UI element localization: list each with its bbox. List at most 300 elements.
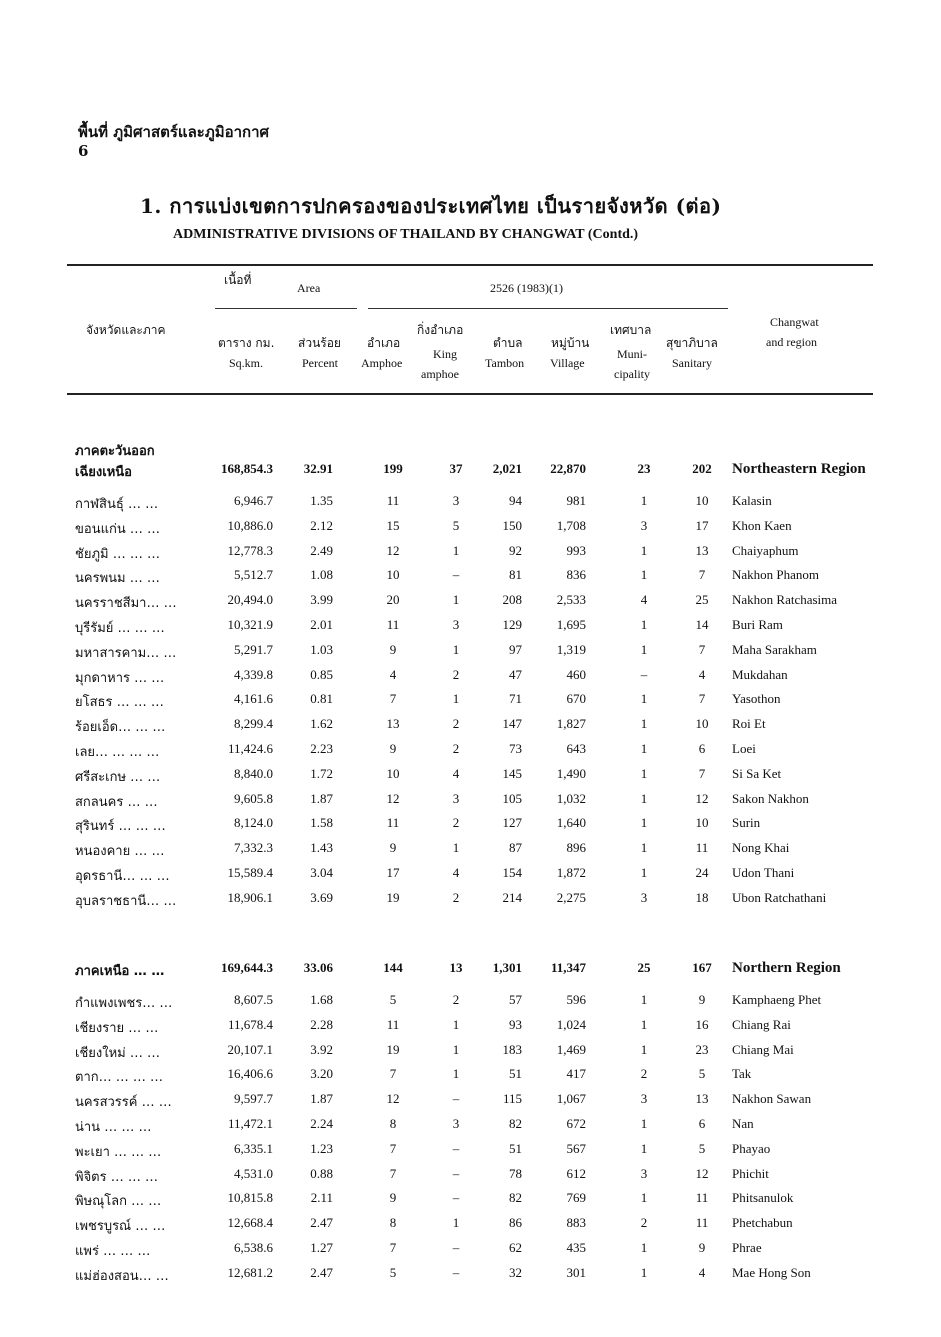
king-amphoe-cell: 2 — [452, 815, 460, 830]
region-title-line1: ภาคตะวันออก — [75, 444, 155, 459]
changwat-english: Surin — [732, 815, 761, 830]
changwat-thai: น่าน … … … — [75, 1120, 152, 1135]
amphoe-cell: 8 — [389, 1215, 397, 1230]
area-cell: 8,124.0 — [234, 815, 273, 830]
header-sanitary-th: สุขาภิบาล — [666, 336, 718, 350]
area-cell: 15,589.4 — [227, 865, 273, 880]
amphoe-cell: 4 — [389, 667, 397, 682]
king-amphoe-cell: 1 — [452, 1215, 460, 1230]
header-tambon-th: ตำบล — [493, 336, 523, 350]
percent-cell: 1.08 — [310, 567, 333, 582]
table-row — [0, 567, 941, 587]
municipality-cell: 2 — [640, 1066, 648, 1081]
village-cell: 769 — [566, 1190, 586, 1205]
amphoe-cell: 13 — [386, 716, 400, 731]
changwat-thai: ขอนแก่น … … — [75, 522, 160, 537]
village-cell: 1,640 — [556, 815, 586, 830]
changwat-thai: ยโสธร … … … — [75, 695, 164, 710]
table-row — [0, 1116, 941, 1136]
sanitary-cell: 11 — [695, 840, 709, 855]
area-cell: 20,107.1 — [227, 1042, 273, 1057]
tambon-cell: 92 — [509, 543, 522, 558]
village-cell: 612 — [566, 1166, 586, 1181]
sanitary-cell: 11 — [695, 1215, 709, 1230]
king-amphoe-cell: 1 — [452, 592, 460, 607]
king-amphoe-cell: 4 — [452, 766, 460, 781]
village-cell: 22,870 — [550, 461, 586, 476]
tambon-cell: 105 — [502, 791, 522, 806]
area-cell: 16,406.6 — [227, 1066, 273, 1081]
king-amphoe-cell: 1 — [452, 1066, 460, 1081]
municipality-cell: 1 — [640, 1017, 648, 1032]
king-amphoe-cell: 2 — [452, 890, 460, 905]
header-sqkm-th: ตาราง กม. — [218, 336, 275, 350]
tambon-cell: 32 — [509, 1265, 522, 1280]
header-area-en: Area — [297, 281, 321, 295]
sanitary-cell: 17 — [695, 518, 709, 533]
changwat-english: Loei — [732, 741, 756, 756]
area-cell: 6,335.1 — [234, 1141, 273, 1156]
king-amphoe-cell: 13 — [449, 960, 463, 975]
amphoe-cell: 17 — [386, 865, 400, 880]
tambon-cell: 214 — [502, 890, 522, 905]
percent-cell: 3.99 — [310, 592, 333, 607]
king-amphoe-cell: – — [452, 1166, 460, 1181]
sanitary-cell: 11 — [695, 1190, 709, 1205]
king-amphoe-cell: 2 — [452, 667, 460, 682]
amphoe-cell: 12 — [386, 1091, 400, 1106]
sanitary-cell: 12 — [695, 1166, 709, 1181]
changwat-english: Chaiyaphum — [732, 543, 799, 558]
sanitary-cell: 167 — [692, 960, 712, 975]
municipality-cell: 1 — [640, 1265, 648, 1280]
tambon-cell: 150 — [502, 518, 522, 533]
tambon-cell: 71 — [509, 691, 522, 706]
percent-cell: 2.11 — [310, 1190, 333, 1205]
header-pct-en: Percent — [302, 356, 338, 370]
sanitary-cell: 16 — [695, 1017, 709, 1032]
sanitary-cell: 12 — [695, 791, 709, 806]
amphoe-cell: 9 — [389, 741, 397, 756]
percent-cell: 2.12 — [310, 518, 333, 533]
sanitary-cell: 5 — [698, 1066, 706, 1081]
municipality-cell: 1 — [640, 1190, 648, 1205]
village-cell: 1,827 — [556, 716, 586, 731]
area-cell: 10,321.9 — [227, 617, 273, 632]
changwat-thai: นครราชสีมา… … — [75, 596, 177, 611]
header-muni-en2: cipality — [614, 367, 650, 381]
village-cell: 1,708 — [556, 518, 586, 533]
municipality-cell: 1 — [640, 1042, 648, 1057]
municipality-cell: 1 — [640, 617, 648, 632]
king-amphoe-cell: – — [452, 1190, 460, 1205]
changwat-thai: สุรินทร์ … … … — [75, 819, 166, 834]
area-cell: 4,161.6 — [234, 691, 273, 706]
village-cell: 1,490 — [556, 766, 586, 781]
section-header: พื้นที่ ภูมิศาสตร์และภูมิอากาศ — [78, 123, 270, 141]
tambon-cell: 87 — [509, 840, 522, 855]
tambon-cell: 82 — [509, 1116, 522, 1131]
area-cell: 169,644.3 — [221, 960, 273, 975]
area-cell: 9,605.8 — [234, 791, 273, 806]
municipality-cell: 1 — [640, 766, 648, 781]
king-amphoe-cell: – — [452, 567, 460, 582]
changwat-english: Si Sa Ket — [732, 766, 782, 781]
changwat-english: Nakhon Sawan — [732, 1091, 812, 1106]
table-row — [0, 1042, 941, 1062]
changwat-english: Nakhon Ratchasima — [732, 592, 838, 607]
percent-cell: 1.72 — [310, 766, 333, 781]
sanitary-cell: 4 — [698, 1265, 706, 1280]
village-cell: 1,319 — [556, 642, 586, 657]
table-row — [0, 1166, 941, 1186]
amphoe-cell: 12 — [386, 543, 400, 558]
village-cell: 1,032 — [556, 791, 586, 806]
area-cell: 11,424.6 — [227, 741, 273, 756]
area-cell: 9,597.7 — [234, 1091, 273, 1106]
changwat-english: Phichit — [732, 1166, 769, 1181]
municipality-cell: 1 — [640, 865, 648, 880]
percent-cell: 1.87 — [310, 791, 333, 806]
table-row — [0, 815, 941, 835]
changwat-thai: เชียงราย … … — [75, 1021, 159, 1036]
king-amphoe-cell: 3 — [452, 493, 460, 508]
table-row — [0, 741, 941, 761]
municipality-cell: 4 — [640, 592, 648, 607]
tambon-cell: 208 — [502, 592, 522, 607]
amphoe-cell: 11 — [386, 617, 400, 632]
table-row — [0, 890, 941, 910]
village-cell: 2,533 — [556, 592, 586, 607]
percent-cell: 2.23 — [310, 741, 333, 756]
sanitary-cell: 9 — [698, 1240, 706, 1255]
municipality-cell: – — [640, 667, 648, 682]
village-cell: 896 — [566, 840, 586, 855]
tambon-cell: 94 — [509, 493, 522, 508]
table-row — [0, 840, 941, 860]
changwat-english: Buri Ram — [732, 617, 783, 632]
percent-cell: 2.01 — [310, 617, 333, 632]
percent-cell: 3.69 — [310, 890, 333, 905]
amphoe-cell: 7 — [389, 1141, 397, 1156]
amphoe-cell: 7 — [389, 1166, 397, 1181]
area-cell: 20,494.0 — [227, 592, 273, 607]
changwat-english: Nan — [732, 1116, 754, 1131]
changwat-english: Kamphaeng Phet — [732, 992, 822, 1007]
table-row — [0, 543, 941, 563]
village-cell: 643 — [566, 741, 586, 756]
area-cell: 11,472.1 — [227, 1116, 273, 1131]
amphoe-cell: 8 — [389, 1116, 397, 1131]
percent-cell: 1.03 — [310, 642, 333, 657]
village-cell: 11,347 — [550, 960, 586, 975]
municipality-cell: 1 — [640, 1116, 648, 1131]
king-amphoe-cell: 5 — [452, 518, 460, 533]
tambon-cell: 127 — [502, 815, 522, 830]
changwat-english: Roi Et — [732, 716, 766, 731]
sanitary-cell: 5 — [698, 1141, 706, 1156]
sanitary-cell: 6 — [698, 741, 706, 756]
amphoe-cell: 19 — [386, 890, 400, 905]
changwat-thai: หนองคาย … … — [75, 844, 165, 859]
region-total-row — [0, 461, 941, 481]
amphoe-cell: 12 — [386, 791, 400, 806]
king-amphoe-cell: 2 — [452, 741, 460, 756]
municipality-cell: 3 — [640, 518, 648, 533]
table-row — [0, 992, 941, 1012]
village-cell: 981 — [566, 493, 586, 508]
amphoe-cell: 7 — [389, 691, 397, 706]
changwat-english: Kalasin — [732, 493, 772, 508]
tambon-cell: 93 — [509, 1017, 522, 1032]
sanitary-cell: 13 — [695, 543, 709, 558]
tambon-cell: 82 — [509, 1190, 522, 1205]
area-cell: 168,854.3 — [221, 461, 273, 476]
amphoe-cell: 9 — [389, 840, 397, 855]
area-cell: 18,906.1 — [227, 890, 273, 905]
title-thai: 1. การแบ่งเขตการปกครองของประเทศไทย เป็นรายจังหวัด (ต่อ) — [140, 194, 722, 218]
percent-cell: 2.49 — [310, 543, 333, 558]
tambon-cell: 2,021 — [492, 461, 522, 476]
changwat-thai: พิจิตร … … … — [75, 1170, 159, 1185]
changwat-thai: สกลนคร … … — [75, 795, 158, 810]
changwat-english: Chiang Rai — [732, 1017, 791, 1032]
changwat-english: Phrae — [732, 1240, 762, 1255]
village-cell: 1,469 — [556, 1042, 586, 1057]
amphoe-cell: 9 — [389, 642, 397, 657]
header-sanitary-en: Sanitary — [672, 356, 712, 370]
header-village-en: Village — [550, 356, 585, 370]
municipality-cell: 1 — [640, 1240, 648, 1255]
village-cell: 435 — [566, 1240, 586, 1255]
table-header-rule — [67, 393, 873, 395]
changwat-thai: ร้อยเอ็ด… … … — [75, 720, 166, 735]
amphoe-cell: 15 — [386, 518, 400, 533]
tambon-cell: 57 — [509, 992, 522, 1007]
percent-cell: 1.35 — [310, 493, 333, 508]
table-row — [0, 1091, 941, 1111]
village-cell: 567 — [566, 1141, 586, 1156]
area-cell: 6,946.7 — [234, 493, 273, 508]
changwat-thai: แพร่ … … … — [75, 1244, 151, 1259]
sanitary-cell: 9 — [698, 992, 706, 1007]
tambon-cell: 115 — [502, 1091, 522, 1106]
amphoe-cell: 11 — [386, 1017, 400, 1032]
sanitary-cell: 13 — [695, 1091, 709, 1106]
header-king-en1: King — [433, 347, 457, 361]
tambon-cell: 62 — [509, 1240, 522, 1255]
changwat-english: Sakon Nakhon — [732, 791, 809, 806]
percent-cell: 1.27 — [310, 1240, 333, 1255]
area-cell: 4,339.8 — [234, 667, 273, 682]
percent-cell: 1.62 — [310, 716, 333, 731]
sanitary-cell: 4 — [698, 667, 706, 682]
changwat-thai: ภาคเหนือ … … — [75, 964, 165, 979]
municipality-cell: 1 — [640, 840, 648, 855]
king-amphoe-cell: – — [452, 1265, 460, 1280]
sanitary-cell: 7 — [698, 691, 706, 706]
area-cell: 5,291.7 — [234, 642, 273, 657]
changwat-english: Nong Khai — [732, 840, 790, 855]
king-amphoe-cell: – — [452, 1141, 460, 1156]
king-amphoe-cell: 1 — [452, 642, 460, 657]
king-amphoe-cell: 2 — [452, 992, 460, 1007]
changwat-english: Phayao — [732, 1141, 771, 1156]
header-tambon-en: Tambon — [485, 356, 525, 370]
percent-cell: 32.91 — [303, 461, 333, 476]
municipality-cell: 1 — [640, 543, 648, 558]
percent-cell: 2.47 — [310, 1265, 333, 1280]
amphoe-cell: 199 — [383, 461, 403, 476]
tambon-cell: 154 — [502, 865, 522, 880]
king-amphoe-cell: – — [452, 1240, 460, 1255]
changwat-english: Northeastern Region — [732, 461, 866, 477]
tambon-cell: 81 — [509, 567, 522, 582]
percent-cell: 3.20 — [310, 1066, 333, 1081]
table-row — [0, 716, 941, 736]
municipality-cell: 3 — [640, 1166, 648, 1181]
area-cell: 5,512.7 — [234, 567, 273, 582]
village-cell: 993 — [566, 543, 586, 558]
municipality-cell: 1 — [640, 791, 648, 806]
area-cell: 8,607.5 — [234, 992, 273, 1007]
sanitary-cell: 10 — [695, 716, 709, 731]
percent-cell: 1.23 — [310, 1141, 333, 1156]
amphoe-cell: 19 — [386, 1042, 400, 1057]
changwat-english: Khon Kaen — [732, 518, 792, 533]
king-amphoe-cell: 2 — [452, 716, 460, 731]
tambon-cell: 73 — [509, 741, 522, 756]
changwat-thai: มุกดาหาร … … — [75, 671, 165, 686]
village-cell: 460 — [566, 667, 586, 682]
amphoe-cell: 20 — [386, 592, 400, 607]
village-cell: 1,872 — [556, 865, 586, 880]
municipality-cell: 1 — [640, 1141, 648, 1156]
table-row — [0, 667, 941, 687]
village-cell: 672 — [566, 1116, 586, 1131]
percent-cell: 33.06 — [303, 960, 333, 975]
king-amphoe-cell: 1 — [452, 1017, 460, 1032]
municipality-cell: 3 — [640, 890, 648, 905]
village-cell: 670 — [566, 691, 586, 706]
sanitary-cell: 7 — [698, 567, 706, 582]
percent-cell: 0.81 — [310, 691, 333, 706]
area-cell: 10,886.0 — [227, 518, 273, 533]
header-region-th: จังหวัดและภาค — [86, 323, 166, 337]
changwat-english: Nakhon Phanom — [732, 567, 820, 582]
changwat-thai: ชัยภูมิ … … … — [75, 547, 160, 562]
amphoe-cell: 5 — [389, 1265, 397, 1280]
header-changwat-en1: Changwat — [770, 315, 819, 329]
percent-cell: 2.28 — [310, 1017, 333, 1032]
changwat-thai: เลย… … … … — [75, 745, 160, 760]
percent-cell: 2.47 — [310, 1215, 333, 1230]
changwat-english: Udon Thani — [732, 865, 795, 880]
changwat-thai: แม่ฮ่องสอน… … — [75, 1269, 169, 1284]
header-area-th: เนื้อที่ — [224, 273, 252, 287]
tambon-cell: 147 — [502, 716, 522, 731]
sanitary-cell: 23 — [695, 1042, 709, 1057]
year-subheader-rule — [368, 308, 728, 309]
area-cell: 7,332.3 — [234, 840, 273, 855]
header-village-th: หมู่บ้าน — [551, 336, 590, 350]
village-cell: 596 — [566, 992, 586, 1007]
tambon-cell: 47 — [509, 667, 522, 682]
area-cell: 12,681.2 — [227, 1265, 273, 1280]
area-cell: 4,531.0 — [234, 1166, 273, 1181]
municipality-cell: 1 — [640, 642, 648, 657]
amphoe-cell: 10 — [386, 766, 400, 781]
amphoe-cell: 144 — [383, 960, 403, 975]
amphoe-cell: 10 — [386, 567, 400, 582]
king-amphoe-cell: 1 — [452, 543, 460, 558]
sanitary-cell: 10 — [695, 493, 709, 508]
sanitary-cell: 6 — [698, 1116, 706, 1131]
changwat-english: Phetchabun — [732, 1215, 793, 1230]
percent-cell: 0.88 — [310, 1166, 333, 1181]
village-cell: 836 — [566, 567, 586, 582]
table-row — [0, 1141, 941, 1161]
page-number: 6 — [78, 142, 89, 160]
sanitary-cell: 7 — [698, 766, 706, 781]
tambon-cell: 183 — [502, 1042, 522, 1057]
changwat-thai: อุบลราชธานี… … — [75, 894, 177, 909]
village-cell: 1,067 — [556, 1091, 586, 1106]
area-cell: 8,299.4 — [234, 716, 273, 731]
table-row — [0, 1240, 941, 1260]
changwat-english: Yasothon — [732, 691, 781, 706]
table-row — [0, 766, 941, 786]
table-row — [0, 1017, 941, 1037]
changwat-english: Chiang Mai — [732, 1042, 794, 1057]
amphoe-cell: 11 — [386, 493, 400, 508]
region-total-row — [0, 960, 941, 980]
municipality-cell: 23 — [637, 461, 651, 476]
percent-cell: 2.24 — [310, 1116, 333, 1131]
header-changwat-en2: and region — [766, 335, 817, 349]
table-row — [0, 791, 941, 811]
percent-cell: 1.68 — [310, 992, 333, 1007]
percent-cell: 1.58 — [310, 815, 333, 830]
area-cell: 10,815.8 — [227, 1190, 273, 1205]
table-row — [0, 642, 941, 662]
municipality-cell: 1 — [640, 691, 648, 706]
amphoe-cell: 11 — [386, 815, 400, 830]
king-amphoe-cell: 4 — [452, 865, 460, 880]
sanitary-cell: 24 — [695, 865, 709, 880]
title-english: ADMINISTRATIVE DIVISIONS OF THAILAND BY CHANGWAT (Contd.) — [173, 227, 639, 242]
sanitary-cell: 202 — [692, 461, 712, 476]
village-cell: 2,275 — [556, 890, 586, 905]
village-cell: 301 — [566, 1265, 586, 1280]
king-amphoe-cell: 3 — [452, 791, 460, 806]
changwat-thai: เชียงใหม่ … … — [75, 1046, 160, 1061]
changwat-thai: เฉียงเหนือ — [75, 465, 132, 480]
table-row — [0, 617, 941, 637]
changwat-thai: ศรีสะเกษ … … — [75, 770, 161, 785]
amphoe-cell: 5 — [389, 992, 397, 1007]
header-muni-en1: Muni- — [617, 347, 647, 361]
changwat-thai: กาฬสินธุ์ … … — [75, 497, 159, 512]
table-row — [0, 592, 941, 612]
changwat-thai: พิษณุโลก … … — [75, 1194, 162, 1209]
header-year: 2526 (1983)(1) — [490, 281, 563, 295]
changwat-thai: มหาสารคาม… … — [75, 646, 177, 661]
changwat-thai: พะเยา … … … — [75, 1145, 162, 1160]
amphoe-cell: 9 — [389, 1190, 397, 1205]
changwat-english: Mukdahan — [732, 667, 788, 682]
area-cell: 8,840.0 — [234, 766, 273, 781]
